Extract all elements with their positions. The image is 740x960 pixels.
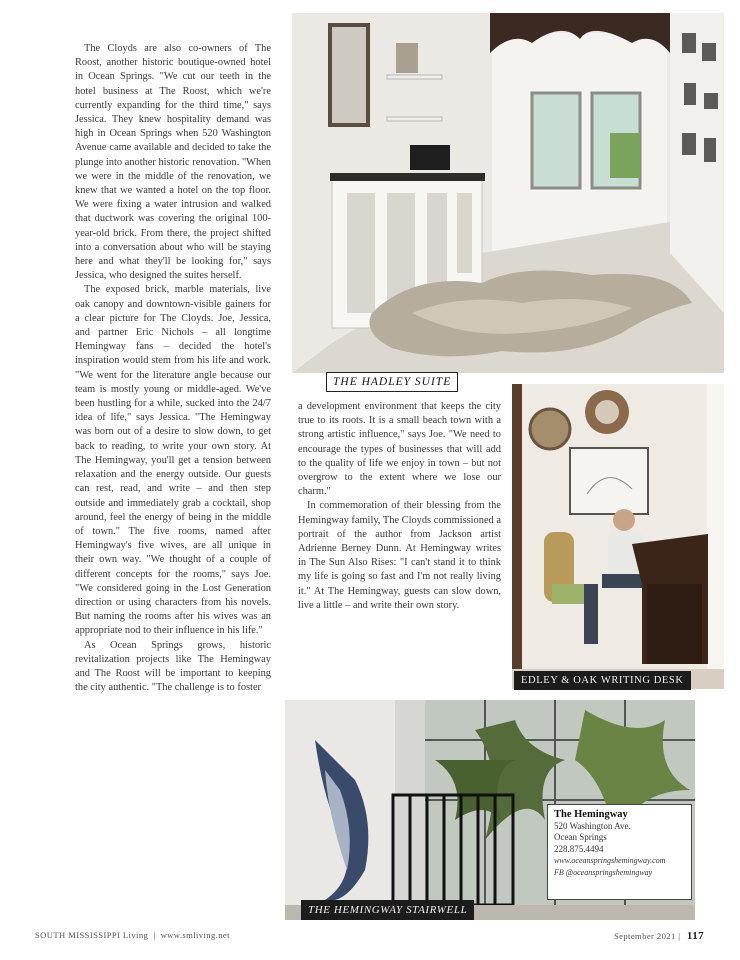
footer-separator: | <box>678 931 681 941</box>
article-column-2 <box>298 400 501 613</box>
footer-separator: | <box>153 930 156 940</box>
writing-desk-photo <box>512 384 724 689</box>
article-paragraph: The Cloyds are also co-owners of The Roost, another historic boutique-owned hotel in Ocean Springs. "We cut our teeth in the hotel business at The Roost, which we're currently expanding for the third time," says Jessica. They knew hospitality demand was high in Ocean Springs when 520 Washington Avenue came available and decided to take the plunge into another historic renovation. "When we were in the middle of the renovation, we knew that we wanted a hotel on the top floor. We were fixing a water intrusion and walked that ductwork was covering the original 100-year-old brick. From there, the project shifted into a conversation about who will be staying here and what they'll be looking for," says Jessica, who designed the suites herself. <box>75 43 271 282</box>
hadley-suite-caption: THE HADLEY SUITE <box>326 372 458 392</box>
hotel-website: www.oceanspringshemingway.com <box>554 856 666 865</box>
footer-right <box>614 930 704 942</box>
hadley-suite-illustration <box>292 13 724 373</box>
page-number: 117 <box>686 930 704 942</box>
stairwell-caption: THE HEMINGWAY STAIRWELL <box>301 900 474 920</box>
hotel-address-line-2: Ocean Springs <box>554 832 607 842</box>
magazine-website: www.smliving.net <box>160 930 230 940</box>
hadley-suite-photo <box>292 13 724 388</box>
issue-date: September 2021 <box>613 931 676 941</box>
magazine-name: SOUTH MISSISSIPPI Living <box>35 930 149 940</box>
article-paragraph: a development environment that keeps the city true to its roots. It is a small beach town with a strong artistic influence," says Joe. "We need to encourage the types of businesses that will add to the quality of life we enjoy in town – but not overgrow to the extent where we lose our charm." <box>298 401 501 498</box>
hotel-address-line-1: 520 Washington Ave. <box>554 820 631 831</box>
article-paragraph: In commemoration of their blessing from the Hemingway family, The Cloyds commissioned a portrait of the author from Jackson artist Adrienne Berney Dunn. At Hemingway writes in The Sun Also Rises: "I can't stand it to think my life is going so fast and I'm not really living it." At The Hemingway, guests can slow down, live a little – and write their own story. <box>298 500 501 611</box>
article-column-1 <box>75 42 271 695</box>
hotel-phone: 228.875.4494 <box>554 843 604 854</box>
hotel-social: FB @oceanspringshemingway <box>554 867 653 877</box>
writing-desk-caption: EDLEY & OAK WRITING DESK <box>514 671 691 690</box>
article-paragraph: As Ocean Springs grows, historic revitalization projects like The Hemingway and The Roost will be important to keeping the city authentic. "The challenge is to foster <box>75 639 271 694</box>
hotel-info-box <box>547 804 692 900</box>
article-paragraph: The exposed brick, marble materials, live oak canopy and downtown-visible gainers for a clear picture for The Cloyds. Joe, Jessica, and partner Eric Nichols – all longtime Hemingway fans – decided the hotel's inspiration would stem from his life and work. "We went for the literature angle because our team is mostly young or middle-aged. We've been hustling for a while, sucked into the 24/7 idea of life," says Jessica. "The Hemingway was born out of a desire to slow down, to get back to reading, to write your own story. At The Hemingway, you'll get a tension between relaxation and the energy outside. Our guests can rest, read, and write – and then step outside and immediately grab a cocktail, shop around, feel the energy of being in the middle of town." The five rooms, named after Hemingway's five wives, are all unique in their own way. "We thought of a couple of different concepts for the rooms," says Joe. "We considered going in the Lost Generation direction or using characters from his novels. But naming the rooms after his wives was an appropriate nod to their influence in his life." <box>75 284 271 637</box>
footer-left <box>35 930 230 940</box>
writing-desk-illustration <box>512 384 724 689</box>
hotel-name: The Hemingway <box>554 809 628 820</box>
page-footer <box>0 930 740 944</box>
